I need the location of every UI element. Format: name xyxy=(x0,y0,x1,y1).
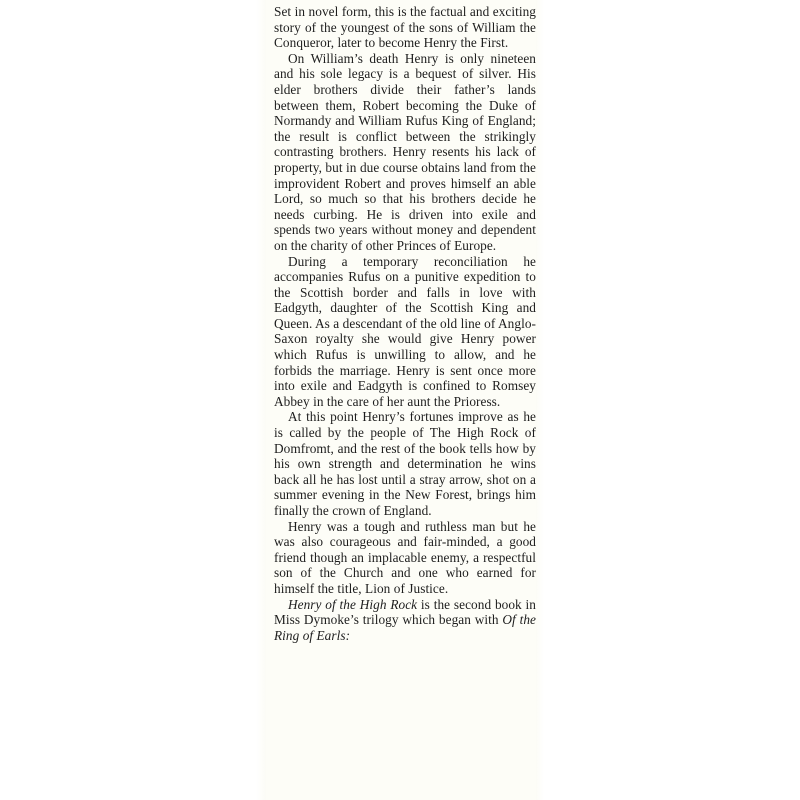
trilogy-text: is the second book in Miss Dymoke’s trilogy which began with xyxy=(274,596,536,628)
article-body xyxy=(274,4,536,643)
prior-book-title: Of the Ring of Earls: xyxy=(274,612,536,643)
text-column xyxy=(266,0,536,800)
paragraph-intro: Set in novel form, this is the factual and exciting story of the youngest of the sons of William the Conqueror, later to become Henry the First. xyxy=(274,4,536,51)
paragraph-legacy: On William’s death Henry is only nineteen and his sole legacy is a bequest of silver. His elder brothers divide their father’s lands between them, Robert becoming the Duke of Normandy and William Rufus King of England; the result is conflict between the strikingly contrasting brothers. Henry resents his lack of property, but in due course obtains land from the improvident Robert and proves himself an able Lord, so much so that his brothers decide he needs curbing. He is driven into exile and spends two years without money and dependent on the charity of other Princes of Europe. xyxy=(274,50,536,253)
paper-edge-right xyxy=(536,0,544,800)
paragraph-reconciliation: During a temporary reconciliation he accompanies Rufus on a punitive expedition to the Scottish border and falls in love with Eadgyth, daughter of the Scottish King and Queen. As a descendant of the old line of Anglo-Saxon royalty she would give Henry power which Rufus is unwilling to allow, and he forbids the marriage. Henry is sent once more into exile and Eadgyth is confined to Romsey Abbey in the care of her aunt the Prioress. xyxy=(274,253,536,409)
book-title: Henry of the High Rock xyxy=(288,596,418,612)
paragraph-high-rock: At this point Henry’s fortunes improve as he is called by the people of The High Rock of Domfromt, and the rest of the book tells how by his own strength and determination he wins back all he has lost until a stray arrow, shot on a summer evening in the New Forest, brings him finally the crown of England. xyxy=(274,409,536,518)
paragraph-character: Henry was a tough and ruthless man but he was also courageous and fair-minded, a good friend though an implacable enemy, a respectful son of the Church and one who earned for himself the title, Lion of Justice. xyxy=(274,518,536,596)
paragraph-trilogy xyxy=(274,597,536,644)
paper-edge-left xyxy=(256,0,266,800)
